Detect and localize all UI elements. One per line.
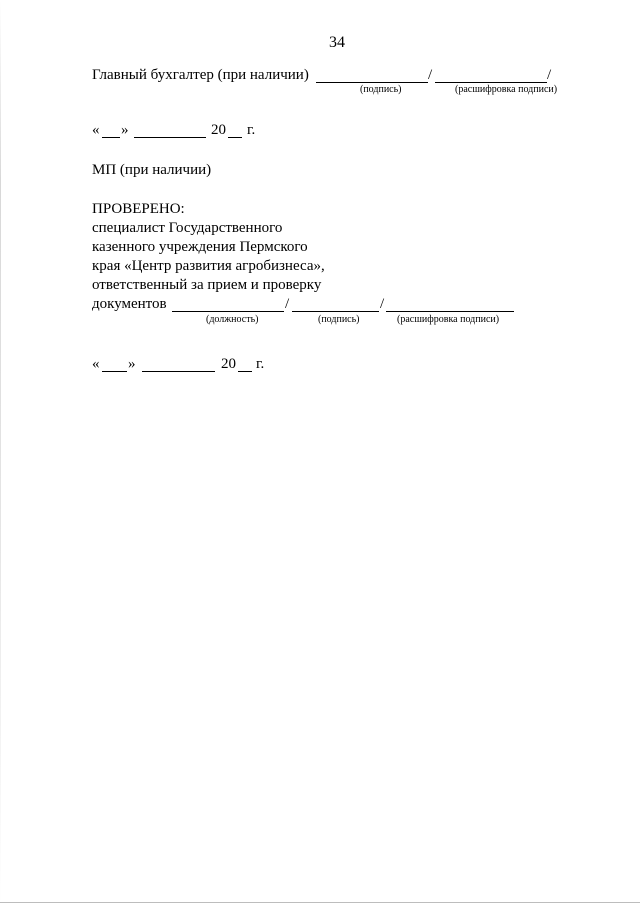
verified-slash-2: / — [380, 296, 385, 312]
scan-edge-bottom — [0, 902, 640, 903]
verified-decoding-line — [386, 311, 514, 312]
chief-accountant-slash-1: / — [428, 67, 433, 83]
date-2-year-line — [238, 371, 252, 372]
date-1-year-suffix: г. — [247, 122, 256, 138]
chief-accountant-slash-2: / — [547, 67, 552, 83]
stamp-label: МП (при наличии) — [92, 162, 212, 178]
chief-accountant-decoding-line — [435, 82, 547, 83]
verified-caption-decoding: (расшифровка подписи) — [397, 314, 500, 325]
date-1-quote-open: « — [92, 122, 100, 138]
verified-line-3: края «Центр развития агробизнеса», — [92, 258, 325, 274]
verified-slash-1: / — [285, 296, 290, 312]
verified-heading: ПРОВЕРЕНО: — [92, 201, 185, 217]
date-2-year-prefix: 20 — [221, 356, 236, 372]
verified-signature-line — [292, 311, 379, 312]
date-2-quote-close: » — [128, 356, 136, 372]
scan-edge-left — [0, 0, 1, 905]
date-2-year-suffix: г. — [256, 356, 265, 372]
verified-position-line — [172, 311, 284, 312]
date-1-year-line — [228, 137, 242, 138]
verified-caption-signature: (подпись) — [318, 314, 360, 325]
verified-caption-position: (должность) — [206, 314, 259, 325]
date-1-year-prefix: 20 — [211, 122, 226, 138]
chief-accountant-caption-decoding: (расшифровка подписи) — [455, 84, 558, 95]
chief-accountant-signature-line — [316, 82, 428, 83]
date-1-month-line — [134, 137, 206, 138]
date-2-month-line — [142, 371, 215, 372]
date-1-quote-close: » — [121, 122, 129, 138]
date-2-quote-open: « — [92, 356, 100, 372]
chief-accountant-caption-signature: (подпись) — [360, 84, 402, 95]
page-number: 34 — [329, 34, 345, 51]
verified-line-1: специалист Государственного — [92, 220, 283, 236]
chief-accountant-label: Главный бухгалтер (при наличии) — [92, 67, 309, 83]
verified-line-4: ответственный за прием и проверку — [92, 277, 322, 293]
date-2-day-line — [102, 371, 127, 372]
date-1-day-line — [102, 137, 120, 138]
verified-documents-label: документов — [92, 296, 167, 312]
verified-line-2: казенного учреждения Пермского — [92, 239, 308, 255]
